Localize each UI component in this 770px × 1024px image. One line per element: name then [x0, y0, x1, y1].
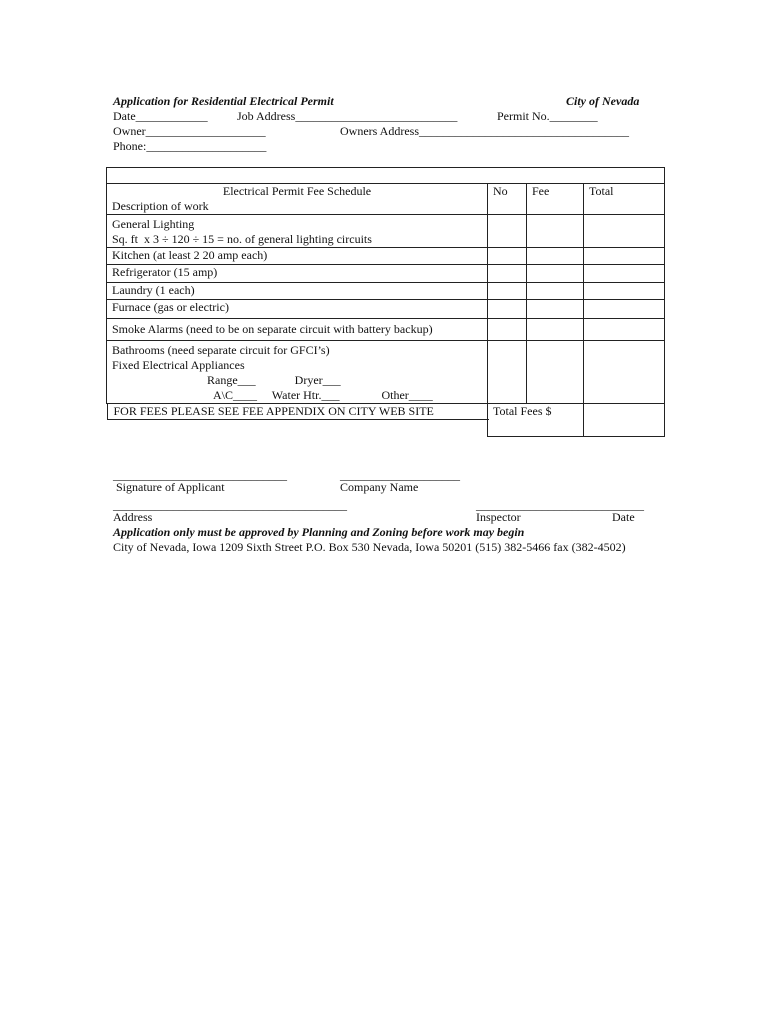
- phone-field[interactable]: Phone:____________________: [113, 139, 267, 153]
- smoke-alarms-total[interactable]: [584, 319, 665, 341]
- table-row: [107, 248, 665, 265]
- refrigerator-no[interactable]: [488, 265, 527, 283]
- table-top-row: [107, 168, 665, 184]
- address-line[interactable]: _______________________________________: [113, 498, 347, 512]
- header-description-cell: [107, 184, 488, 215]
- ac-water-other-line[interactable]: A\C____ Water Htr.___ Other____: [213, 388, 433, 402]
- laundry-label: Laundry (1 each): [107, 283, 488, 300]
- inspector-date-line[interactable]: ____________________________: [476, 498, 644, 512]
- fee-schedule-heading: Electrical Permit Fee Schedule: [222, 184, 372, 198]
- furnace-no[interactable]: [488, 300, 527, 319]
- smoke-alarms-label: Smoke Alarms (need to be on separate circuit with battery backup): [107, 319, 488, 341]
- table-row: [107, 404, 665, 437]
- date-field[interactable]: Date____________: [113, 109, 208, 123]
- refrigerator-label: Refrigerator (15 amp): [107, 265, 488, 283]
- description-heading: Description of work: [112, 199, 209, 213]
- total-fees-value[interactable]: [584, 404, 665, 437]
- signature-of-applicant-label: Signature of Applicant: [116, 480, 225, 494]
- company-name-label: Company Name: [340, 480, 419, 494]
- kitchen-fee[interactable]: [527, 248, 584, 265]
- table-row: [107, 265, 665, 283]
- fee-schedule-table: [106, 167, 665, 437]
- owners-address-field[interactable]: Owners Address___________________________________: [340, 124, 629, 138]
- approval-note: Application only must be approved by Planning and Zoning before work may begin: [113, 525, 525, 539]
- general-lighting-no[interactable]: [488, 215, 527, 248]
- furnace-fee[interactable]: [527, 300, 584, 319]
- laundry-total[interactable]: [584, 283, 665, 300]
- applicant-signature-line[interactable]: _____________________________: [113, 468, 287, 482]
- laundry-fee[interactable]: [527, 283, 584, 300]
- table-row: [107, 283, 665, 300]
- laundry-no[interactable]: [488, 283, 527, 300]
- city-contact-info: City of Nevada, Iowa 1209 Sixth Street P.O. Box 530 Nevada, Iowa 50201 (515) 382-5466 fax (382-4502): [113, 540, 626, 554]
- kitchen-total[interactable]: [584, 248, 665, 265]
- sqft-formula-label: Sq. ft x 3 ÷ 120 ÷ 15 = no. of general lighting circuits: [112, 232, 372, 246]
- form-title: Application for Residential Electrical Permit: [113, 94, 334, 108]
- refrigerator-fee[interactable]: [527, 265, 584, 283]
- table-row: [107, 215, 665, 248]
- general-lighting-label: General Lighting: [112, 217, 195, 231]
- fee-heading: Fee: [527, 184, 584, 215]
- smoke-alarms-fee[interactable]: [527, 319, 584, 341]
- table-top-cell: [107, 168, 665, 184]
- inspection-date-label: Date: [612, 510, 635, 524]
- inspector-label: Inspector: [476, 510, 521, 524]
- city-name: City of Nevada: [566, 94, 640, 108]
- company-name-line[interactable]: ____________________: [340, 468, 460, 482]
- total-fees-label: Total Fees $: [488, 404, 584, 437]
- general-lighting-total[interactable]: [584, 215, 665, 248]
- kitchen-no[interactable]: [488, 248, 527, 265]
- fees-note-text: FOR FEES PLEASE SEE FEE APPENDIX ON CITY WEB SITE: [107, 404, 489, 420]
- table-row: [107, 300, 665, 319]
- appliances-fee[interactable]: [527, 341, 584, 404]
- table-row: [107, 319, 665, 341]
- general-lighting-fee[interactable]: [527, 215, 584, 248]
- bathrooms-appliances-cell: [107, 341, 488, 404]
- appliances-total[interactable]: [584, 341, 665, 404]
- kitchen-label: Kitchen (at least 2 20 amp each): [107, 248, 488, 265]
- fees-note: [107, 404, 488, 437]
- address-label: Address: [113, 510, 153, 524]
- bathrooms-label: Bathrooms (need separate circuit for GFCI’s): [112, 343, 330, 357]
- owner-field[interactable]: Owner____________________: [113, 124, 266, 138]
- range-dryer-line[interactable]: Range___ Dryer___: [207, 373, 341, 387]
- total-heading: Total: [584, 184, 665, 215]
- appliances-no[interactable]: [488, 341, 527, 404]
- furnace-label: Furnace (gas or electric): [107, 300, 488, 319]
- fixed-appliances-label: Fixed Electrical Appliances: [112, 358, 245, 372]
- no-heading: No: [488, 184, 527, 215]
- permit-number-field[interactable]: Permit No.________: [497, 109, 598, 123]
- table-row: [107, 341, 665, 404]
- refrigerator-total[interactable]: [584, 265, 665, 283]
- furnace-total[interactable]: [584, 300, 665, 319]
- general-lighting-cell: [107, 215, 488, 248]
- job-address-field[interactable]: Job Address___________________________: [237, 109, 458, 123]
- table-header-row: [107, 184, 665, 215]
- smoke-alarms-no[interactable]: [488, 319, 527, 341]
